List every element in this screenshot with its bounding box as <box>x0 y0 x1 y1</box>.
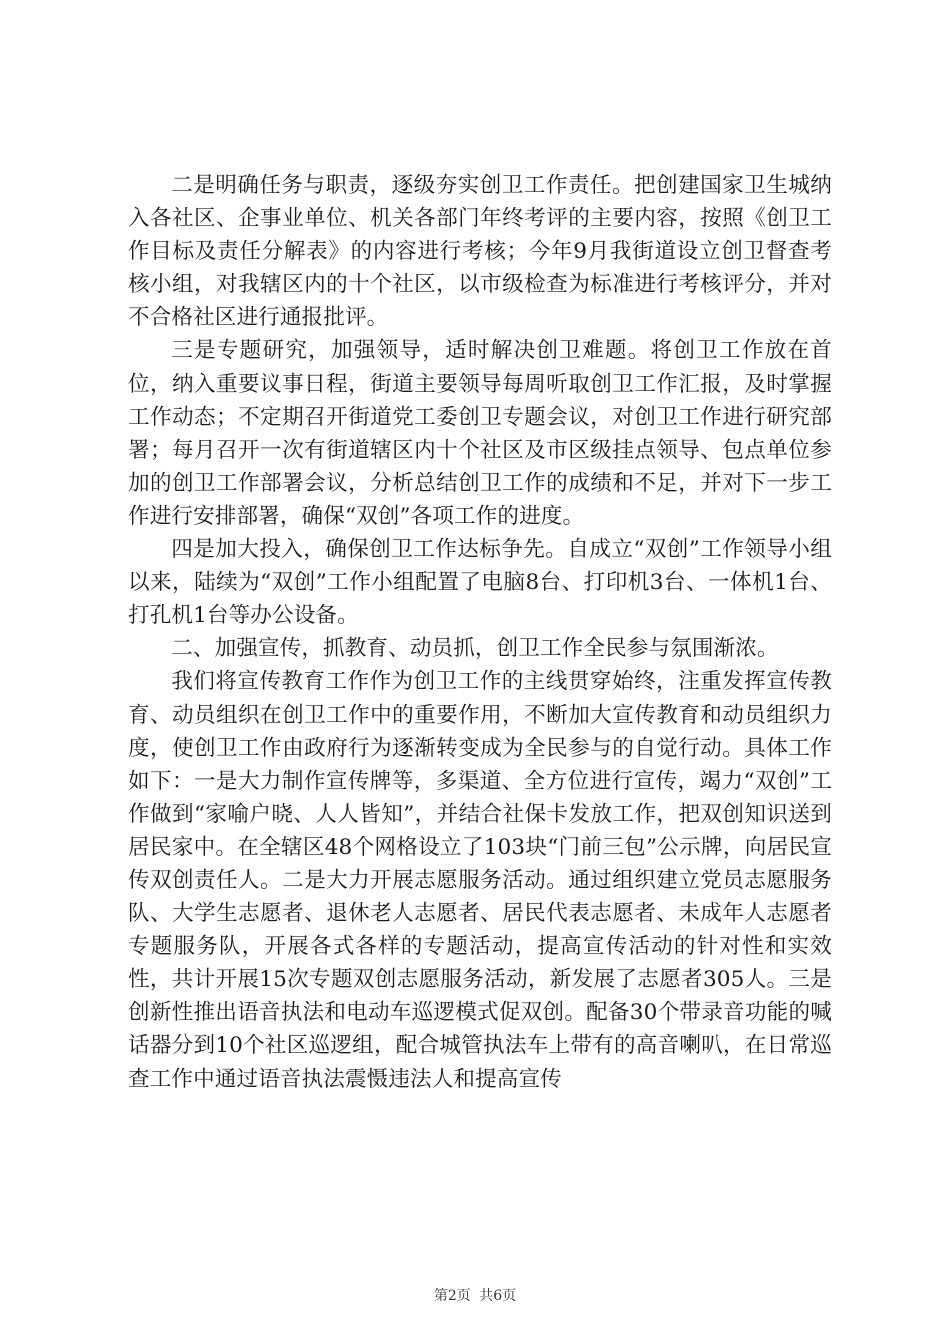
section-heading-publicity: 二、加强宣传，抓教育、动员抓，创卫工作全民参与氛围渐浓。 <box>171 636 779 662</box>
paragraph-responsibility: 二是明确任务与职责，逐级夯实创卫工作责任。把创建国家卫生城纳入各社区、企事业单位、机关各部门年终考评的主要内容，按照《创卫工作目标及责任分解表》的内容进行考核；今年9月我街道设立创卫督查考核小组，对我辖区内的十个社区，以市级检查为标准进行考核评分，并对不合格社区进行通报批评。 <box>128 173 832 331</box>
page-number: 第2页 <box>433 1288 471 1304</box>
paragraph-research: 三是专题研究，加强领导，适时解决创卫难题。将创卫工作放在首位，纳入重要议事日程，街道主要领导每周听取创卫工作汇报，及时掌握工作动态；不定期召开街道党工委创卫专题会议，对创卫工作进行研究部署；每月召开一次有街道辖区内十个社区及市区级挂点领导、包点单位参加的创卫工作部署会议，分析总结创卫工作的成绩和不足，并对下一步工作进行安排部署，确保“双创”各项工作的进度。 <box>128 338 832 529</box>
document-body <box>128 169 832 1096</box>
page-total: 共6页 <box>479 1288 517 1304</box>
paragraph-publicity-education: 我们将宣传教育工作作为创卫工作的主线贯穿始终，注重发挥宣传教育、动员组织在创卫工作中的重要作用，不断加大宣传教育和动员组织力度，使创卫工作由政府行为逐渐转变成为全民参与的自觉行动。具体工作如下：一是大力制作宣传牌等，多渠道、全方位进行宣传，竭力“双创”工作做到“家喻户晓、人人皆知”，并结合社保卡发放工作，把双创知识送到居民家中。在全辖区48个网格设立了103块“门前三包”公示牌，向居民宣传双创责任人。二是大力开展志愿服务活动。通过组织建立党员志愿服务队、大学生志愿者、退休老人志愿者、居民代表志愿者、未成年人志愿者专题服务队，开展各式各样的专题活动，提高宣传活动的针对性和实效性，共计开展15次专题双创志愿服务活动，新发展了志愿者305人。三是创新性推出语音执法和电动车巡逻模式促双创。配备30个带录音功能的喊话器分到10个社区巡逻组，配合城管执法车上带有的高音喇叭，在日常巡查工作中通过语音执法震慑违法人和提高宣传 <box>128 669 832 1092</box>
paragraph-investment: 四是加大投入，确保创卫工作达标争先。自成立“双创”工作领导小组以来，陆续为“双创”工作小组配置了电脑8台、打印机3台、一体机1台、打孔机1台等办公设备。 <box>128 537 832 629</box>
page-footer <box>0 1286 950 1306</box>
